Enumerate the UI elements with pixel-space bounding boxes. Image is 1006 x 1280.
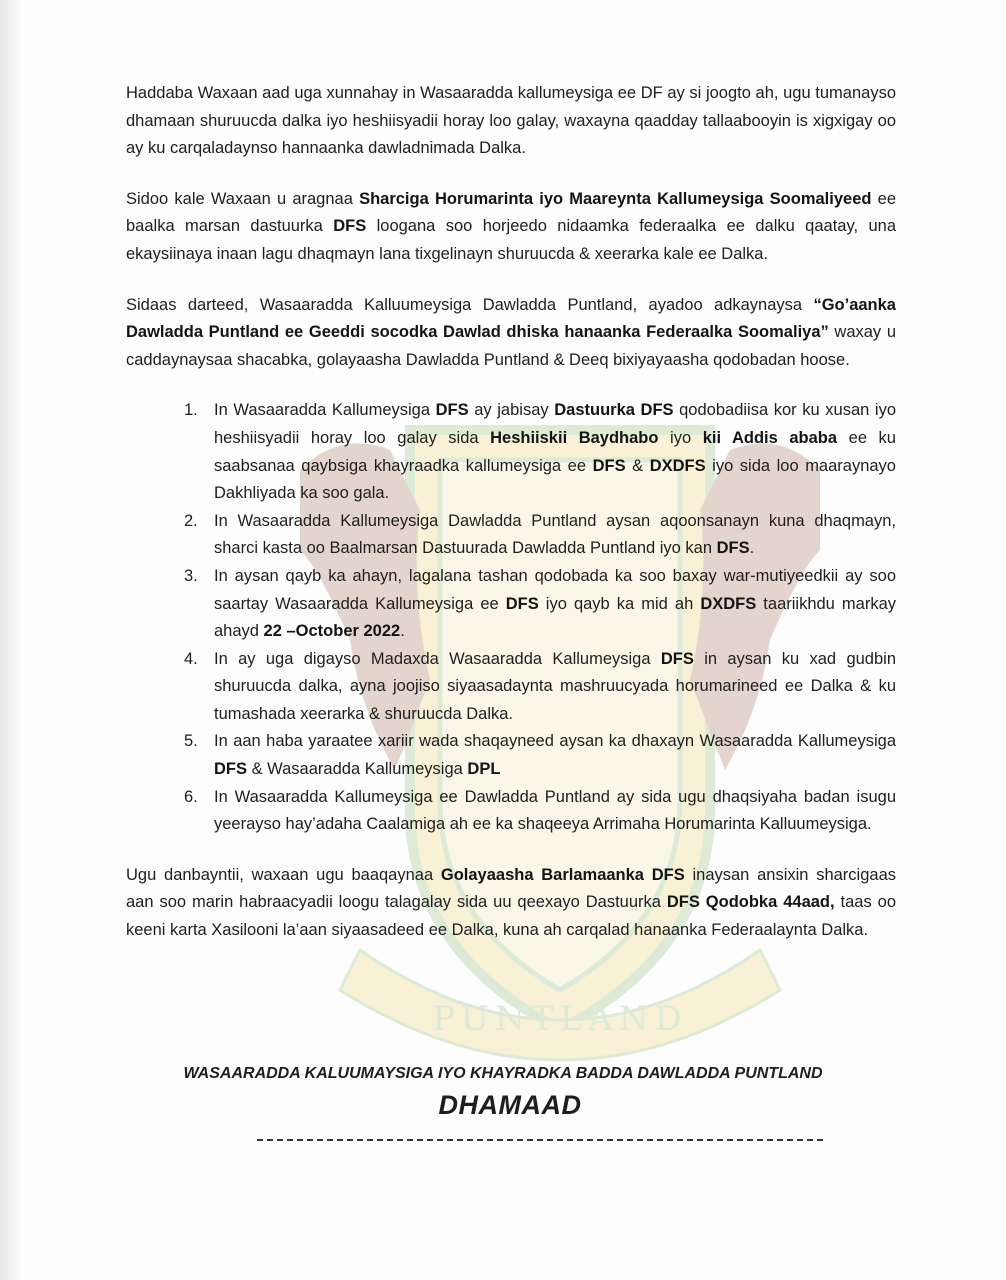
text-run: . [749, 539, 755, 558]
footer-end-mark: DHAMAAD [438, 1090, 582, 1120]
paragraph-conclusion [126, 862, 896, 945]
text-run: in aysan ku xad gudbin shuruucda dalka, ayna joojiso siyaasadaynta mashruucyada horumarineed ee Dalka & ku tumashada xeerarka & shuruucda Dalka. [214, 649, 896, 723]
text-run: In Wasaaradda Kallumeysiga ee Dawladda Puntland ay sida ugu dhaqsiyaha badan isugu yeerayso hay’adaha Caalamiga ah ee ka shaqeeya Arrimaha Horumarinta Kalluumeysiga. [214, 787, 896, 834]
list-item-number: 1. [184, 401, 198, 420]
bold-text: DFS [660, 649, 694, 668]
text-run: & [625, 456, 650, 475]
text-run: taariikhdu markay ahayd [214, 594, 896, 641]
paragraph-sidaas-darteed [126, 292, 896, 375]
list-item-number: 3. [184, 566, 198, 585]
document-body [126, 80, 896, 968]
list-item [184, 728, 896, 783]
bold-text: Golayaasha Barlamaanka DFS [440, 865, 685, 884]
text-run: iyo [658, 428, 703, 447]
text-run: ee ku saabsanaa qaybsiga khayraadka kallumeysiga ee [214, 428, 896, 475]
text-run: . [400, 622, 405, 641]
bold-text: 22 –October 2022 [263, 622, 401, 641]
text-run: Sidaas darteed, Wasaaradda Kalluumeysiga Dawladda Puntland, ayadoo adkaynaysa [126, 295, 814, 314]
text-run: In ay uga digayso Madaxda Wasaaradda Kallumeysiga [214, 649, 661, 668]
page-edge-shadow [0, 0, 22, 1280]
text-run: Sidoo kale Waxaan u aragnaa [126, 189, 360, 208]
text-run: In Wasaaradda Kallumeysiga Dawladda Puntland aysan aqoonsanayn kuna dhaqmayn, sharci kasta oo Baalmarsan Dastuurada Dawladda Puntland iyo kan [214, 511, 896, 558]
numbered-list [126, 397, 896, 839]
text-run: ay jabisay [468, 401, 555, 420]
text-run: & Wasaaradda Kallumeysiga [247, 760, 468, 779]
bold-text: DPL [467, 760, 501, 779]
text-run: taas oo keeni karta Xasilooni la’aan siyaasadeed ee Dalka, kuna ah carqalad hanaanka Federaalaynta Dalka. [126, 893, 896, 940]
text-run: iyo qayb ka mid ah [538, 594, 701, 613]
bold-text: DXDFS [649, 456, 706, 475]
bold-text: kii Addis ababa [702, 428, 838, 447]
bold-text: DFS [505, 594, 539, 613]
list-item [184, 784, 896, 839]
text-run: In Wasaaradda Kallumeysiga [214, 401, 436, 420]
bold-text: DFS [592, 456, 626, 475]
bold-text: DFS [333, 217, 367, 236]
bold-text: DFS [716, 539, 750, 558]
text-run: Ugu danbayntii, waxaan ugu baaqaynaa [126, 865, 441, 884]
bold-text: DFS Qodobka 44aad, [666, 893, 835, 912]
text-run: In aan haba yaraatee xariir wada shaqayneed aysan ka dhaxayn Wasaaradda Kallumeysiga [214, 732, 896, 751]
text-run: waxay u caddaynaysaa shacabka, golayaasha Dawladda Puntland & Deeq bixiyayaasha qodobadan hoose. [126, 323, 896, 369]
text-run: qodobadiisa kor ku xusan iyo heshiisyadii horay loo galay sida [214, 401, 896, 447]
list-item-number: 4. [184, 649, 198, 668]
bold-text: Sharciga Horumarinta iyo Maareynta Kallumeysiga Soomaliyeed [359, 189, 872, 208]
paragraph-sharciga [126, 186, 896, 269]
bold-text: Heshiiskii Baydhabo [490, 428, 659, 447]
list-item [184, 508, 896, 563]
text-run: In aysan qayb ka ahayn, lagalana tashan qodobada ka soo baxay war-mutiyeedkii ay soo saartay Wasaaradda Kallumeysiga ee [214, 566, 896, 613]
bold-text: Dastuurka DFS [554, 401, 674, 420]
list-item [184, 646, 896, 729]
footer-dashed-rule [257, 1139, 823, 1141]
bold-text: DFS [435, 401, 469, 420]
text-run: ee baalka marsan dastuurka [126, 189, 896, 236]
list-item [184, 563, 896, 646]
list-item-number: 6. [184, 787, 198, 806]
bold-text: DXDFS [700, 594, 757, 613]
list-item-number: 2. [184, 511, 198, 530]
bold-text: DFS [214, 760, 247, 779]
text-run: iyo sida loo maaraynayo Dakhliyada ka soo gala. [214, 456, 896, 503]
footer-ministry-name: WASAARADDA KALUUMAYSIGA IYO KHAYRADKA BADDA DAWLADDA PUNTLAND [183, 1065, 823, 1082]
text-run: loogana soo horjeedo nidaamka federaalka ee dalku qaatay, una ekaysiinaya inaan lagu dhaqmayn lana tixgelinayn shuruucda & xeerarka kale ee Dalka. [126, 217, 896, 263]
list-item [184, 397, 896, 507]
watermark-text: PUNTLAND [432, 999, 688, 1039]
list-item-number: 5. [184, 732, 198, 751]
text-run: inaysan ansixin sharcigaas aan soo marin habraacyadii loogu talagalay sida uu qeexayo Dastuurka [126, 865, 896, 912]
paragraph-intro: Haddaba Waxaan aad uga xunnahay in Wasaaradda kallumeysiga ee DF ay si joogto ah, ugu tumanayso dhamaan shuruucda dalka iyo heshiisyadii horay loo galay, waxayna qaadday tallaabooyin is xigxigay oo ay ku carqaladaynso hannaanka dawladnimada Dalka. [126, 84, 896, 158]
bold-text: “Go’aanka Dawladda Puntland ee Geeddi socodka Dawlad dhiska hanaanka Federaalka Soomaliya” [126, 295, 896, 342]
